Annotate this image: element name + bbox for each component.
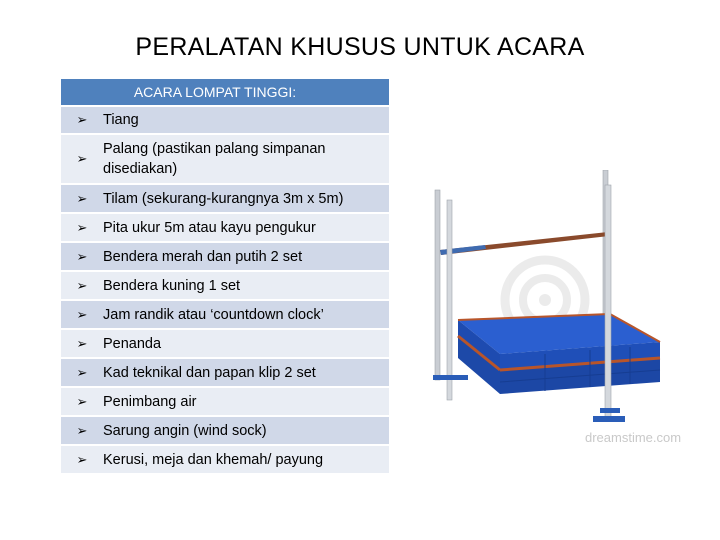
item-text: Kerusi, meja dan khemah/ payung	[103, 451, 324, 468]
high-jump-illustration	[425, 170, 695, 460]
table-row	[61, 444, 389, 473]
item-text: Jam randik atau ‘countdown clock’	[103, 306, 324, 323]
item-text: Palang (pastikan palang simpanan disediakan)	[103, 141, 326, 177]
table-row	[61, 241, 389, 270]
item-text: Bendera merah dan putih 2 set	[103, 248, 303, 265]
arrow-bullet-icon: ➢	[76, 112, 88, 127]
table-row	[61, 415, 389, 444]
arrow-bullet-icon: ➢	[76, 277, 88, 293]
arrow-bullet-icon: ➢	[76, 335, 88, 351]
arrow-bullet-icon: ➢	[76, 451, 88, 467]
item-text: Penimbang air	[103, 393, 197, 410]
table-row	[61, 328, 389, 357]
arrow-bullet-icon: ➢	[76, 306, 88, 322]
table-row	[61, 105, 389, 133]
pole-back-left	[435, 190, 440, 380]
item-text: Tilam (sekurang-kurangnya 3m x 5m)	[103, 190, 344, 207]
pole-base	[433, 375, 468, 380]
arrow-bullet-icon: ➢	[76, 422, 88, 438]
pole-front-right	[605, 185, 611, 420]
table-row	[61, 357, 389, 386]
table-row	[61, 212, 389, 241]
item-text: Kad teknikal dan papan klip 2 set	[103, 364, 316, 381]
table-row	[61, 386, 389, 415]
arrow-bullet-icon: ➢	[76, 364, 88, 380]
item-text: Sarung angin (wind sock)	[103, 422, 267, 439]
item-text: Bendera kuning 1 set	[103, 277, 241, 294]
table-row	[61, 183, 389, 212]
high-jump-equipment-image	[425, 170, 695, 460]
item-text: Penanda	[103, 335, 162, 352]
slide-title: PERALATAN KHUSUS UNTUK ACARA	[135, 33, 585, 61]
table-row	[61, 299, 389, 328]
table-row	[61, 133, 389, 183]
arrow-bullet-icon: ➢	[76, 219, 88, 235]
arrow-bullet-icon: ➢	[76, 190, 88, 206]
table-header: ACARA LOMPAT TINGGI:	[61, 79, 389, 105]
landing-mat	[458, 314, 660, 394]
arrow-bullet-icon: ➢	[76, 248, 88, 264]
equipment-table	[61, 79, 389, 473]
pole-front-left	[447, 200, 452, 400]
item-text: Tiang	[103, 112, 139, 128]
pole-base	[593, 416, 625, 422]
table-row	[61, 270, 389, 299]
arrow-bullet-icon: ➢	[76, 393, 88, 409]
arrow-bullet-icon: ➢	[76, 151, 88, 166]
watermark-text: dreamstime.com	[585, 430, 682, 445]
item-text: Pita ukur 5m atau kayu pengukur	[103, 219, 316, 236]
